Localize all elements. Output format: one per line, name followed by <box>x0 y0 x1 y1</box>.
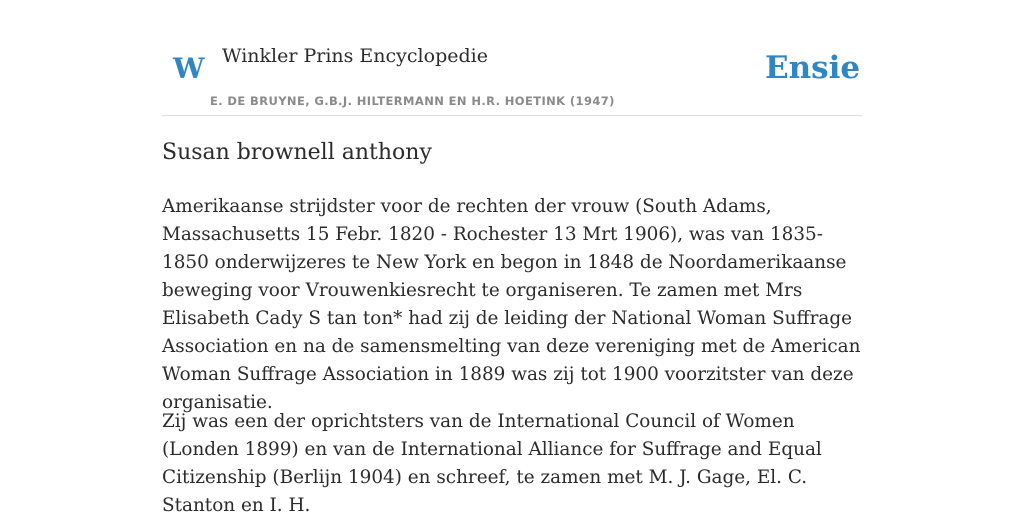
winkler-prins-logo-icon[interactable]: W <box>173 52 205 85</box>
entry-paragraph: Zij was een der oprichtsters van de International Council of Women (Londen 1899) en van de International Alliance for Suffrage and Equal Citizenship (Berlijn 1904) en schreef, te zamen met M. J. Gage, El. C. Stanton en I. H. <box>162 411 822 516</box>
ensie-brand-logo[interactable]: Ensie <box>765 50 861 86</box>
publication-authors: E. DE BRUYNE, G.B.J. HILTERMANN EN H.R. HOETINK (1947) <box>210 94 615 108</box>
header-divider <box>162 115 862 116</box>
entry-paragraph: Amerikaanse strijdster voor de rechten der vrouw (South Adams, Massachusetts 15 Febr. 1820 - Rochester 13 Mrt 1906), was van 1835-1850 onderwijzeres te New York en begon in 1848 de Noordamerikaanse beweging voor Vrouwenkiesrecht te organiseren. Te zamen met Mrs Elisabeth Cady S tan ton* had zij de leiding der National Woman Suffrage Association en na de samensmelting van deze vereniging met de American Woman Suffrage Association in 1889 was zij tot 1900 voorzitster van deze organisatie. <box>162 196 861 413</box>
publication-title[interactable]: Winkler Prins Encyclopedie <box>222 45 488 67</box>
entry-title: Susan brownell anthony <box>162 140 432 165</box>
